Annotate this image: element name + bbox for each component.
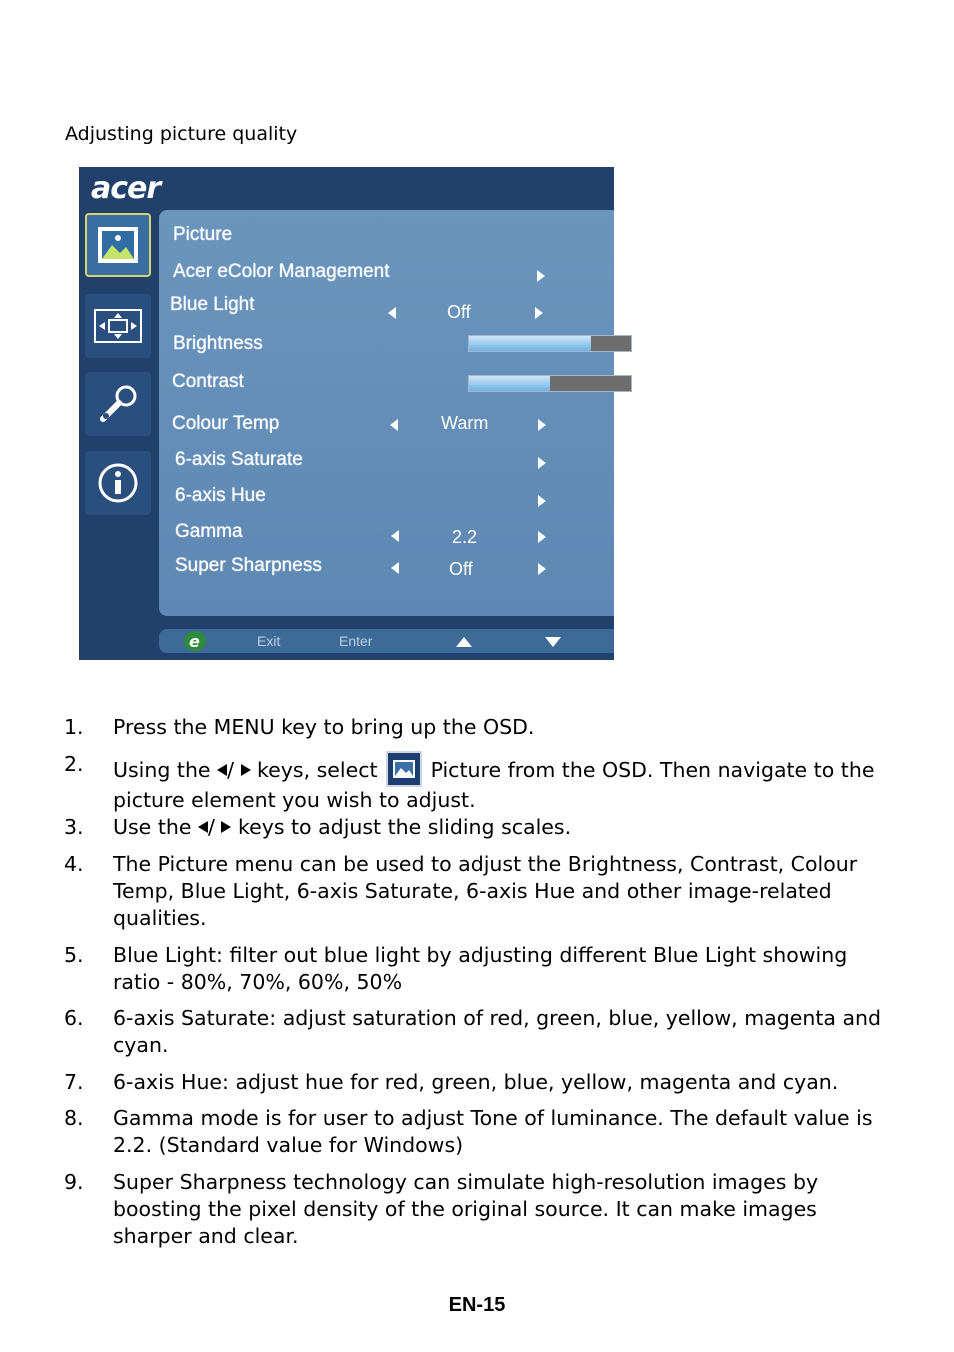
settings-tab[interactable] xyxy=(85,372,151,436)
super-sharpness-right-arrow-icon xyxy=(538,563,546,575)
up-arrow-icon[interactable] xyxy=(456,637,472,647)
contrast-item[interactable]: Contrast xyxy=(172,371,244,392)
ecolor-icon[interactable] xyxy=(183,630,207,652)
brightness-fill xyxy=(469,336,591,351)
hue-right-arrow-icon xyxy=(538,495,546,507)
picture-tab[interactable] xyxy=(85,213,151,277)
picture-icon xyxy=(96,225,140,265)
gamma-item[interactable]: Gamma xyxy=(175,521,243,542)
colour-temp-left-arrow-icon xyxy=(390,419,398,431)
blue-light-item[interactable]: Blue Light xyxy=(170,294,255,315)
settings-icon xyxy=(95,381,141,427)
gamma-right-arrow-icon xyxy=(538,531,546,543)
saturate-item[interactable]: 6-axis Saturate xyxy=(175,449,303,470)
exit-label[interactable]: Exit xyxy=(257,633,281,649)
left-key-icon xyxy=(198,821,208,833)
hue-item[interactable]: 6-axis Hue xyxy=(175,485,266,506)
super-sharpness-left-arrow-icon xyxy=(391,562,399,574)
contrast-fill xyxy=(469,376,550,391)
info-tab[interactable] xyxy=(85,451,151,515)
display-tab[interactable] xyxy=(85,294,151,358)
colour-temp-right-arrow-icon xyxy=(538,419,546,431)
right-key-icon xyxy=(241,764,251,776)
brightness-item[interactable]: Brightness xyxy=(173,333,263,354)
down-arrow-icon[interactable] xyxy=(545,637,561,647)
display-icon xyxy=(93,308,143,344)
acer-logo: acer xyxy=(91,171,161,206)
info-icon xyxy=(97,462,139,504)
contrast-slider[interactable] xyxy=(468,375,632,392)
brightness-slider[interactable] xyxy=(468,335,632,352)
gamma-left-arrow-icon xyxy=(391,530,399,542)
blue-light-value: Off xyxy=(447,302,471,322)
ecolor-item[interactable]: Acer eColor Management xyxy=(173,261,390,282)
ecolor-right-arrow-icon xyxy=(537,270,545,282)
left-key-icon xyxy=(217,764,227,776)
osd-footer xyxy=(159,629,614,653)
menu-title: Picture xyxy=(173,224,233,245)
gamma-value: 2.2 xyxy=(452,527,478,547)
colour-temp-item[interactable]: Colour Temp xyxy=(172,413,280,434)
colour-temp-value: Warm xyxy=(441,413,489,433)
contrast-value: 50 xyxy=(651,374,669,391)
osd-screenshot xyxy=(79,167,669,660)
saturate-right-arrow-icon xyxy=(538,457,546,469)
picture-icon xyxy=(386,751,422,787)
enter-label[interactable]: Enter xyxy=(339,633,373,649)
svg-text:e: e xyxy=(189,632,200,651)
super-sharpness-item[interactable]: Super Sharpness xyxy=(175,555,322,576)
super-sharpness-value: Off xyxy=(449,559,473,579)
blue-light-left-arrow-icon xyxy=(388,307,396,319)
blue-light-right-arrow-icon xyxy=(535,307,543,319)
right-key-icon xyxy=(221,821,231,833)
section-title: Adjusting picture quality xyxy=(65,123,298,145)
page-number: EN-15 xyxy=(448,1294,506,1316)
picture-menu-panel xyxy=(159,210,669,616)
brightness-value: 70 xyxy=(651,333,669,350)
